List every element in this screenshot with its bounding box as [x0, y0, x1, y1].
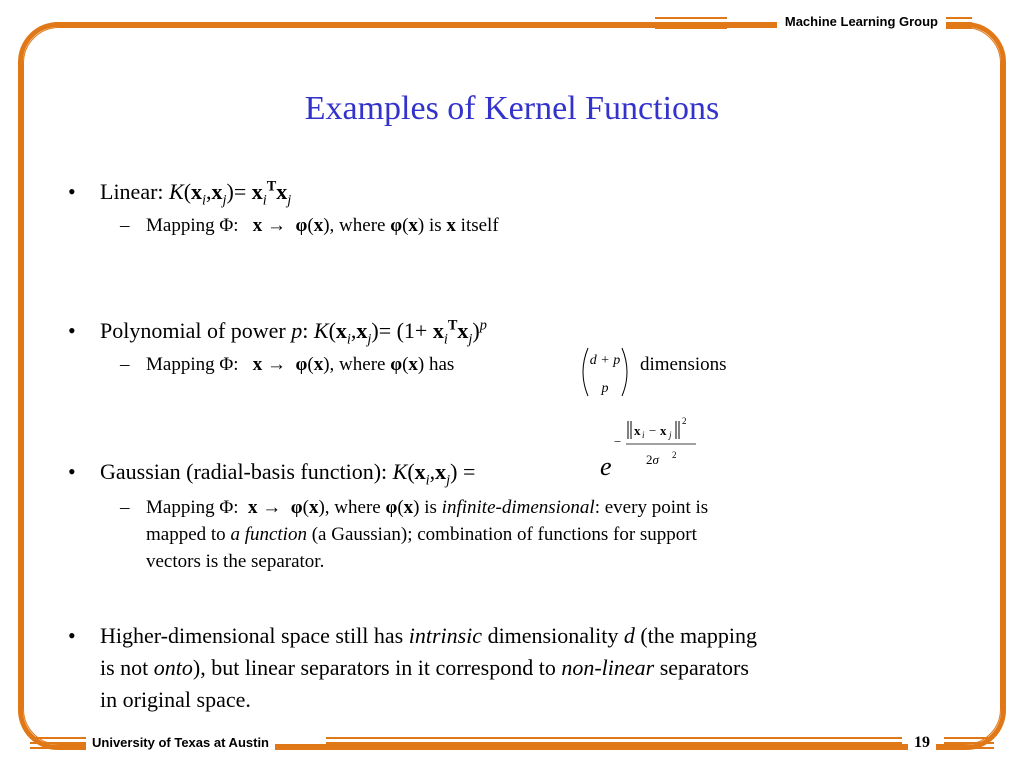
bullet-polynomial: Polynomial of power p: $K(x_i,x_j)= (1+ x_i^Tx_j)^p$ — [100, 317, 487, 348]
higher-line1: Higher-dimensional space still has intrinsic dimensionality d (the mapping — [100, 623, 758, 648]
gaussian-exponent — [612, 412, 708, 472]
header-stripes-left — [655, 17, 727, 29]
footer-stripes-right — [944, 737, 994, 749]
sub-marker: – — [120, 497, 130, 518]
svg-text:i: i — [642, 430, 645, 440]
bullet-linear: Linear: $K(x_i,x_j)= x_i^Tx_j$ — [100, 178, 292, 209]
bullet-gaussian: Gaussian (radial-basis function): $K(x_i,x_j)$ = — [100, 459, 476, 489]
svg-text:x: x — [660, 423, 667, 438]
higher-line3: in original space. — [100, 687, 251, 712]
bullet-marker: • — [68, 318, 76, 343]
gauss-mapping-line1: Mapping Φ: x → φ(x), where φ(x) is infinite-dimensional: every point is — [146, 497, 709, 518]
page-number: 19 — [908, 733, 936, 753]
poly-mapping: Mapping Φ: x → φ(x), where φ(x) has — [146, 354, 455, 375]
gauss-mapping-line2: mapped to a function (a Gaussian); combination of functions for support — [146, 524, 697, 545]
footer-stripes-middle — [326, 737, 902, 749]
linear-mapping: Mapping Φ: x → φ(x), where φ(x) is x itself — [146, 215, 499, 236]
bullet-marker: • — [68, 459, 76, 484]
footer-stripes-left — [30, 737, 86, 749]
bullet-marker: • — [68, 179, 76, 204]
gauss-mapping-line3: vectors is the separator. — [146, 551, 325, 572]
footer-institution: University of Texas at Austin — [86, 733, 275, 753]
header-group-name: Machine Learning Group — [777, 13, 946, 31]
poly-dimensions: dimensions — [640, 354, 727, 375]
sub-marker: – — [120, 215, 130, 236]
svg-text:x: x — [634, 423, 641, 438]
svg-text:2σ: 2σ — [646, 452, 659, 467]
binomial-coefficient — [576, 344, 636, 400]
exp-base: e — [600, 452, 612, 481]
svg-text:j: j — [669, 430, 672, 440]
binomial-bottom: p — [601, 381, 609, 396]
slide-title: Examples of Kernel Functions — [304, 90, 720, 127]
bullet-marker: • — [68, 623, 76, 648]
higher-line2: is not onto), but linear separators in it correspond to non-linear separators — [100, 655, 749, 680]
svg-text:2: 2 — [682, 416, 687, 426]
svg-text:2: 2 — [672, 450, 677, 460]
svg-text:−: − — [649, 423, 657, 438]
binomial-top: d + p — [589, 353, 621, 368]
svg-text:−: − — [614, 434, 622, 449]
header-stripes-right — [946, 17, 972, 29]
sub-marker: – — [120, 354, 130, 375]
